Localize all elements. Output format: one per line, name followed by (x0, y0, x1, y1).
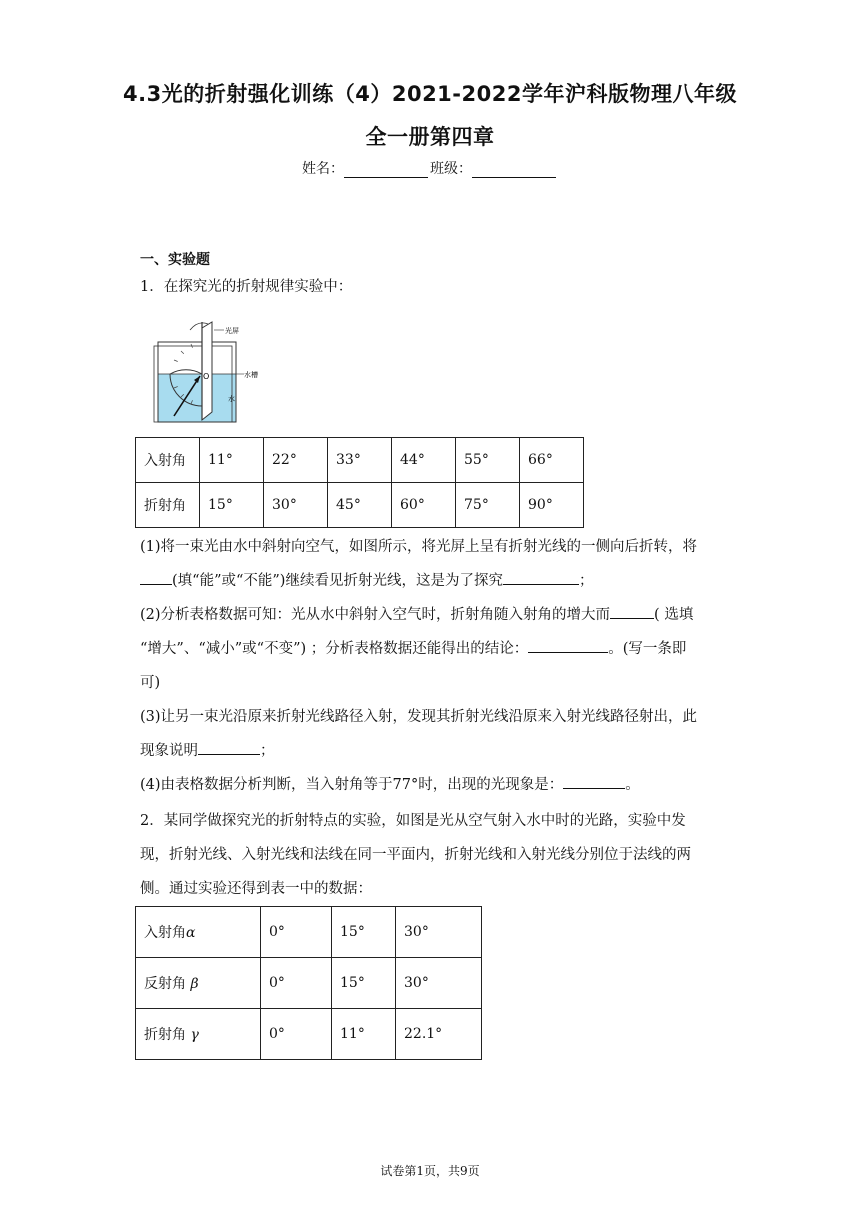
text-line (140, 632, 718, 666)
water-label: 水 (228, 395, 235, 403)
table-cell: 0° (261, 958, 332, 1009)
table-cell: 22.1° (396, 1009, 482, 1060)
question-1-part-1 (140, 530, 718, 598)
text-span: ； (260, 743, 275, 759)
page-footer: 试卷第1页，共9页 (380, 1164, 480, 1178)
table-row (136, 483, 584, 528)
answer-blank[interactable] (198, 739, 260, 755)
angle-symbol: β (190, 976, 199, 992)
table-cell (136, 958, 261, 1009)
text-line: 2．某同学做探究光的折射特点的实验，如图是光从空气射入水中时的光路，实验中发 (140, 813, 686, 829)
answer-blank[interactable] (563, 773, 625, 789)
angle-symbol: α (186, 925, 196, 941)
screen-label: 光屏 (225, 327, 239, 335)
question-1-part-2 (140, 598, 718, 700)
table-cell: 15° (332, 958, 396, 1009)
question-1-intro: 1．在探究光的折射规律实验中： (140, 279, 353, 295)
angle-data-table-2 (135, 906, 482, 1060)
text-line (140, 564, 718, 598)
table-cell: 22° (264, 438, 328, 483)
text-line: 侧。通过实验还得到表一中的数据： (140, 881, 372, 897)
table-row (136, 958, 482, 1009)
table-row (136, 907, 482, 958)
question-1-part-4 (140, 768, 718, 802)
text-span: “增大”、“减小”或“不变”) ；分析表格数据还能得出的结论： (140, 641, 529, 657)
text-line: 现，折射光线、入射光线和法线在同一平面内，折射光线和入射光线分别位于法线的两 (140, 847, 691, 863)
page-title-line-1: 4.3光的折射强化训练（4）2021-2022学年沪科版物理八年级 (123, 82, 737, 106)
answer-blank[interactable] (610, 603, 654, 619)
text-span: ； (578, 573, 594, 589)
answer-blank[interactable] (528, 637, 608, 653)
text-span: (填“能”或“不能”)继续看见折射光线，这是为了探究 (172, 573, 503, 589)
table-cell: 90° (520, 483, 584, 528)
text-line (140, 598, 718, 632)
angle-data-table-1 (135, 437, 584, 528)
name-label: 姓名： (302, 161, 344, 177)
text-span: 。(写一条即 (608, 641, 687, 657)
text-line (140, 734, 718, 768)
class-label: 班级： (430, 161, 472, 177)
table-cell: 30° (396, 907, 482, 958)
table-cell: 11° (200, 438, 264, 483)
table-cell (136, 907, 261, 958)
text-line: (3)让另一束光沿原来折射光线路径入射，发现其折射光线沿原来入射光线路径射出，此 (140, 709, 698, 725)
question-1-part-3 (140, 700, 718, 768)
text-line: (1)将一束光由水中斜射向空气，如图所示，将光屏上呈有折射光线的一侧向后折转，将 (140, 539, 698, 555)
angle-symbol: γ (190, 1027, 199, 1043)
row-label: 入射角 (144, 925, 186, 941)
text-span: (4)由表格数据分析判断，当入射角等于77°时，出现的光现象是： (140, 777, 564, 793)
table-cell: 45° (328, 483, 392, 528)
table-row (136, 438, 584, 483)
row-label: 反射角 (144, 976, 191, 992)
text-line (140, 768, 718, 802)
table-cell: 33° (328, 438, 392, 483)
table-cell: 15° (200, 483, 264, 528)
text-line: 可) (140, 675, 161, 691)
answer-blank[interactable] (140, 569, 172, 585)
class-blank[interactable] (472, 163, 556, 178)
light-screen-panel (202, 322, 212, 420)
table-cell: 折射角 (136, 483, 200, 528)
table-row (136, 1009, 482, 1060)
table-cell: 30° (264, 483, 328, 528)
question-2-text (140, 804, 718, 906)
text-span: 现象说明 (140, 743, 198, 759)
tank-label: 水槽 (244, 371, 258, 379)
refraction-apparatus-figure (152, 320, 272, 425)
answer-blank[interactable] (503, 569, 579, 585)
student-info-line (0, 158, 860, 178)
table-cell: 15° (332, 907, 396, 958)
row-label: 折射角 (144, 1027, 191, 1043)
section-heading: 一、实验题 (140, 252, 210, 268)
page-title-line-2: 全一册第四章 (365, 125, 495, 149)
table-cell: 11° (332, 1009, 396, 1060)
text-span: ( 选填 (654, 607, 694, 623)
table-cell: 75° (456, 483, 520, 528)
name-blank[interactable] (344, 163, 428, 178)
table-cell: 66° (520, 438, 584, 483)
table-cell (136, 1009, 261, 1060)
table-cell: 30° (396, 958, 482, 1009)
table-cell: 60° (392, 483, 456, 528)
origin-label: O (203, 372, 210, 381)
table-cell: 55° (456, 438, 520, 483)
table-cell: 44° (392, 438, 456, 483)
text-span: (2)分析表格数据可知：光从水中斜射入空气时，折射角随入射角的增大而 (140, 607, 611, 623)
text-span: 。 (625, 777, 640, 793)
table-cell: 0° (261, 1009, 332, 1060)
table-cell: 0° (261, 907, 332, 958)
table-cell: 入射角 (136, 438, 200, 483)
